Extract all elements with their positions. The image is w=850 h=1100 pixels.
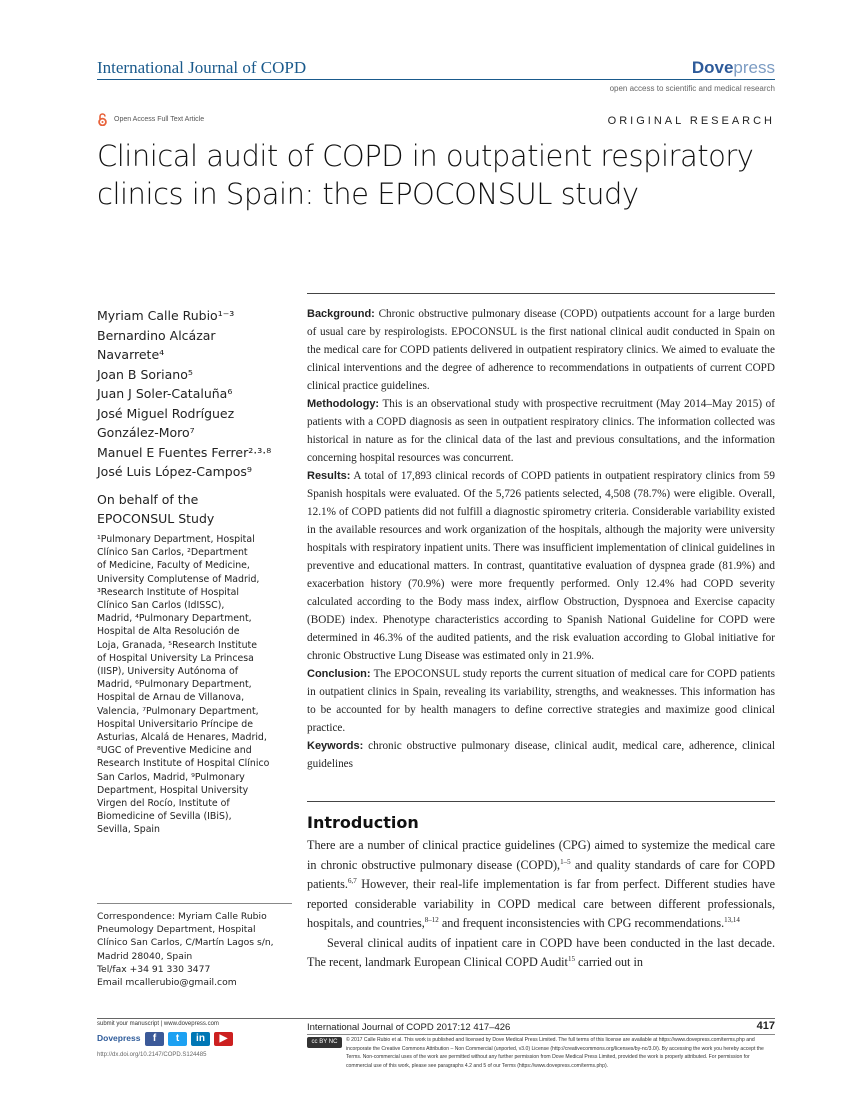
- author-name: Juan J Soler-Cataluña⁶: [97, 386, 233, 401]
- youtube-icon[interactable]: ▶: [214, 1032, 233, 1046]
- affiliation-line: Biomedicine of Sevilla (IBiS),: [97, 811, 232, 823]
- affiliation-line: Sevilla, Spain: [97, 824, 160, 836]
- author-name: José Miguel Rodríguez: [97, 405, 235, 421]
- correspondence-line: Madrid 28040, Spain: [97, 950, 193, 962]
- affiliation-line: of Medicine, Faculty of Medicine,: [97, 560, 250, 572]
- correspondence-line: Tel/fax +34 91 330 3477: [97, 963, 211, 975]
- page-number: 417: [756, 1020, 775, 1032]
- correspondence-line: Pneumology Department, Hospital: [97, 924, 256, 936]
- open-access-icon: [97, 113, 108, 126]
- title-line-2: clinics in Spain: the EPOCONSUL study: [97, 177, 639, 211]
- affiliation-line: ³Research Institute of Hospital: [97, 586, 239, 598]
- footer-rule: [97, 1018, 775, 1019]
- on-behalf-line: EPOCONSUL Study: [97, 511, 215, 526]
- affiliation-line: (IISP), University Autónoma of: [97, 666, 239, 678]
- affiliation-line: Virgen del Rocío, Institute of: [97, 798, 230, 810]
- author-name: Myriam Calle Rubio¹⁻³: [97, 308, 235, 323]
- abstract-conclusion: Conclusion: The EPOCONSUL study reports the current situation of medical care for COPD patients in outpatient clinics in Spain, revealing its variability, strengths, and weaknesses. This information has to be accounted for by health managers to define corrective strategies and maximize good clinical practice.: [307, 668, 775, 734]
- affiliation-line: Asturias, Alcalá de Henares, Madrid,: [97, 732, 267, 744]
- affiliation-line: ⁸UGC of Preventive Medicine and: [97, 745, 252, 757]
- abstract-bottom-rule: [307, 801, 775, 802]
- introduction-heading: Introduction: [307, 813, 419, 832]
- correspondence: [97, 910, 297, 989]
- affiliation-line: Research Institute of Hospital Clínico: [97, 758, 270, 770]
- intro-paragraph-2: Several clinical audits of inpatient care in COPD have been conducted in the last decade. The recent, landmark European Clinical COPD Audit$^{15}$ carried out in: [307, 935, 775, 969]
- author-name: Navarrete⁴: [97, 347, 165, 362]
- abstract-top-rule: [307, 293, 775, 294]
- affiliation-line: Madrid, ⁶Pulmonary Department,: [97, 679, 252, 691]
- doi-link[interactable]: http://dx.doi.org/10.2147/COPD.S124485: [97, 1052, 207, 1058]
- affiliation-line: Hospital de Arnau de Villanova,: [97, 692, 245, 704]
- header-rule: [97, 79, 775, 80]
- social-links: [145, 1032, 233, 1046]
- correspondence-line: Clínico San Carlos, C/Martín Lagos s/n,: [97, 937, 274, 949]
- intro-paragraph-1: There are a number of clinical practice guidelines (CPG) aimed to systemize the medical care in chronic obstructive pulmonary disease (COPD),$^{1-5}$ and quality standards of care for COPD patients.$^{6,7}$ However, their real-life implementation is far from perfect. Different studies have reported considerable variability in COPD medical care between different professionals, hospitals, and countries,$^{8-12}$ and frequent inconsistencies with CPG recommendations.$^{13,14}$: [307, 838, 775, 930]
- facebook-icon[interactable]: f: [145, 1032, 164, 1046]
- article-type: ORIGINAL RESEARCH: [607, 115, 775, 127]
- affiliation-line: Clínico San Carlos (IdISSC),: [97, 600, 225, 612]
- twitter-icon[interactable]: t: [168, 1032, 187, 1046]
- article-title: [97, 137, 797, 213]
- author-name: González-Moro⁷: [97, 425, 195, 440]
- affiliation-line: Clínico San Carlos, ²Department: [97, 547, 248, 559]
- author-name: Manuel E Fuentes Ferrer²·³·⁸: [97, 444, 272, 460]
- abstract-methodology: Methodology: This is an observational study with prospective recruitment (May 2014–May 2015) of patients with a COPD diagnosis as seen in outpatient respiratory clinics. The information collected was historical in nature as for the clinical data of the last and previous consultations, and the information concerning hospital resources was concurrent.: [307, 398, 775, 464]
- cc-license-icon[interactable]: cc BY NC: [307, 1037, 342, 1048]
- author-name: José Luis López-Campos⁹: [97, 464, 252, 479]
- publisher-logo: [692, 58, 775, 78]
- open-access-text: Open Access Full Text Article: [114, 116, 205, 123]
- journal-name: International Journal of COPD: [97, 58, 307, 77]
- affiliation-line: University Complutense of Madrid,: [97, 573, 260, 585]
- author-name: Joan B Soriano⁵: [97, 366, 193, 382]
- affiliation-line: Hospital Universitario Príncipe de: [97, 718, 253, 730]
- publisher-tagline: open access to scientific and medical research: [609, 84, 775, 93]
- affiliation-line: Valencia, ⁷Pulmonary Department,: [97, 705, 259, 717]
- affiliation-line: Madrid, ⁴Pulmonary Department,: [97, 613, 252, 625]
- dovepress-footer-logo: Dovepress: [97, 1033, 141, 1043]
- license-text: © 2017 Calle Rubio et al. This work is published and licensed by Dove Medical Press Limited. The full terms of this license are available at https://www.dovepress.com/terms.php and incorporate the Creative Commons Attribution – Non Commercial (unported, v3.0) License (http://creativecommons.org/licenses/by-nc/3.0/). By accessing the work you hereby accept the Terms. Non-commercial uses of the work are permitted without any further permission from Dove Medical Press Limited, provided the work is properly attributed. For permission for commercial use of this work, please see paragraphs 4.2 and 5 of our Terms (https://www.dovepress.com/terms.php).: [346, 1037, 764, 1069]
- abstract-results: Results: A total of 17,893 clinical records of COPD patients in outpatient respiratory clinics from 59 Spanish hospitals were evaluated. Of the 5,726 patients selected, 4,508 (78.7%) were eligible. Overall, 12.1% of COPD patients did not fulfill a diagnostic spirometry criteria. Considerable variability existed in the available resources and work organization of the hospitals, although the majority were university hospitals with respiratory inpatient units. There was insufficient implementation of clinical guidelines in preventive and educational matters. In contrast, quantitative evaluation of dyspnea grade (81.9%) and exacerbation history (70.9%) were more frequently performed. Only 12.4% had COPD severity calculated according to the Body mass index, airflow Obstruction, Dyspnoea and Exercise capacity (BODE) index. Phenotype characteristics according to Spanish National Guideline for COPD were determined in 46.3% of the audited patients, and the risk evaluation according to Global initiative for chronic Obstructive Lung Disease was estimated only in 21.9%.: [307, 470, 775, 662]
- abstract: [307, 305, 775, 773]
- publisher-name-a: Dove: [691, 58, 734, 77]
- linkedin-icon[interactable]: in: [191, 1032, 210, 1046]
- affiliation-line: Loja, Granada, ⁵Research Institute: [97, 639, 257, 651]
- abstract-background: Background: Chronic obstructive pulmonary disease (COPD) outpatients account for a large burden of usual care by respirologists. EPOCONSUL is the first national clinical audit conducted in Spain on the medical care for COPD patients delivered in outpatient respiratory clinics. We aimed to evaluate the clinical interventions and the degree of adherence to recommendations in outpatients of current COPD clinical practice guidelines.: [307, 308, 775, 392]
- affiliations: [97, 533, 292, 837]
- introduction-body: [307, 836, 775, 973]
- author-list: [97, 306, 297, 529]
- affiliation-line: Hospital de Alta Resolución de: [97, 626, 240, 638]
- correspondence-line: Email mcallerubio@gmail.com: [97, 977, 237, 989]
- affiliation-line: ¹Pulmonary Department, Hospital: [97, 534, 255, 545]
- on-behalf-line: On behalf of the: [97, 491, 199, 507]
- correspondence-rule: [97, 903, 292, 904]
- affiliation-line: Department, Hospital University: [97, 784, 249, 796]
- open-access-label: [97, 113, 204, 126]
- affiliation-line: San Carlos, Madrid, ⁹Pulmonary: [97, 771, 245, 783]
- abstract-keywords: Keywords: chronic obstructive pulmonary disease, clinical audit, medical care, adherence, clinical guidelines: [307, 740, 776, 770]
- license-block: [307, 1036, 775, 1070]
- submit-manuscript-link[interactable]: submit your manuscript | www.dovepress.com: [97, 1021, 219, 1027]
- license-rule: [307, 1034, 775, 1035]
- publisher-name-b: press: [733, 58, 775, 77]
- affiliation-line: of Hospital University La Princesa: [97, 652, 254, 664]
- correspondence-line: Correspondence: Myriam Calle Rubio: [97, 911, 267, 922]
- citation: International Journal of COPD 2017:12 417–426: [307, 1022, 511, 1033]
- author-name: Bernardino Alcázar: [97, 327, 216, 343]
- title-line-1: Clinical audit of COPD in outpatient respiratory: [97, 139, 754, 173]
